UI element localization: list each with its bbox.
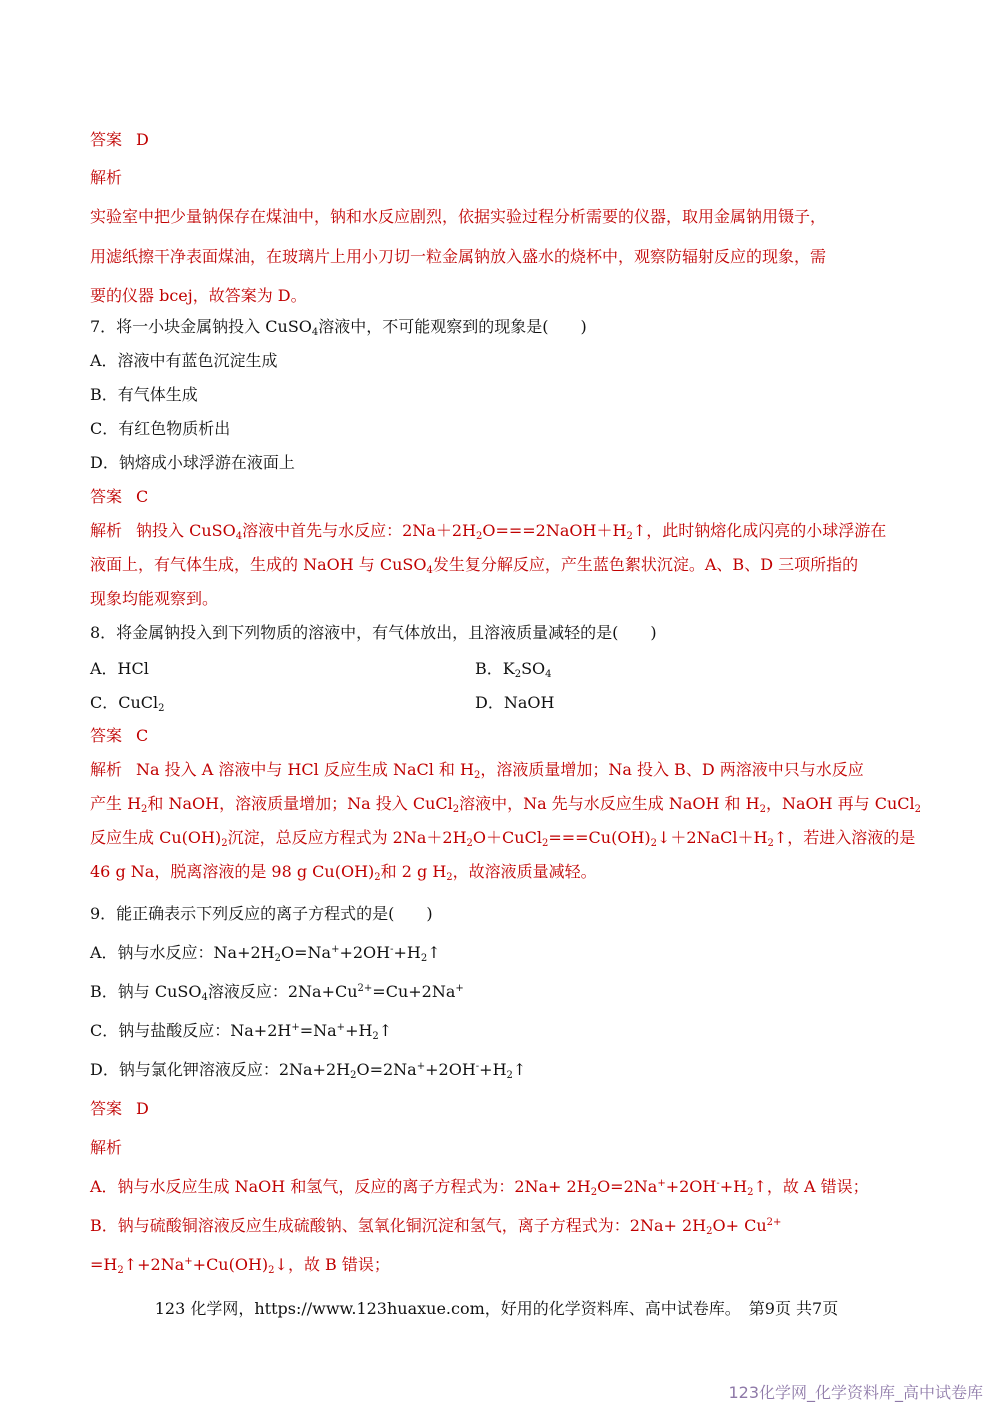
- q9-answer: 答案 D: [90, 1099, 149, 1118]
- q8-option-d: D．NaOH: [475, 693, 555, 712]
- page-footer: [0, 1298, 993, 1320]
- q9-option-c: C．钠与盐酸反应：$Na+2H^+=Na^++H_2↑$: [90, 1021, 393, 1042]
- q8-answer: 答案 C: [90, 726, 149, 745]
- q9-analysis-line: A．钠与水反应生成 NaOH 和氢气，反应的离子方程式为：$2Na+ 2H_2O=2Na^++2OH^-+H_2↑$，故 A 错误；: [90, 1177, 869, 1198]
- q8-options-row: [90, 692, 903, 714]
- q9-stem: 9．能正确表示下列反应的离子方程式的是( ): [90, 904, 433, 923]
- q8-stem: 8．将金属钠投入到下列物质的溶液中，有气体放出，且溶液质量减轻的是( ): [90, 623, 657, 642]
- q8-analysis-line: 解析 Na 投入 A 溶液中与 HCl 反应生成 NaCl 和 $H_2$，溶液质量增加；Na 投入 B、D 两溶液中只与水反应: [90, 760, 864, 781]
- footer-text: 123 化学网，https://www.123huaxue.com，好用的化学资料库、高中试卷库。: [154, 1299, 741, 1318]
- q6-analysis-line: 要的仪器 bcej，故答案为 D。: [90, 286, 307, 305]
- q8-option-b: B．$K_2SO_4$: [475, 659, 552, 680]
- q7-option: A．溶液中有蓝色沉淀生成: [90, 351, 278, 370]
- q6-analysis-label: 解析: [90, 168, 123, 187]
- watermark: 123化学网_化学资料库_高中试卷库: [728, 1383, 983, 1402]
- q8-analysis-line: 产生 $H_2$和 NaOH，溶液质量增加；Na 投入 CuCl$_2$溶液中，Na 先与水反应生成 NaOH 和 $H_2$，NaOH 再与 CuCl$_2$: [90, 794, 922, 815]
- q9-analysis-line: $=H_2↑+2Na^++Cu(OH)_2↓$，故 B 错误；: [90, 1255, 390, 1276]
- q7-option: D．钠熔成小球浮游在液面上: [90, 453, 295, 472]
- q8-analysis-line: 46 g Na，脱离溶液的是 98 g $Cu(OH)_2$和 2 g $H_2$，故溶液质量减轻。: [90, 862, 597, 883]
- q9-analysis-line: B．钠与硫酸铜溶液反应生成硫酸钠、氢氧化铜沉淀和氢气，离子方程式为：$2Na+ 2H_2O+ Cu^{2+}$: [90, 1216, 782, 1237]
- q8-options-row: [90, 658, 903, 680]
- q7-analysis-line: 解析 钠投入 CuSO$_4$溶液中首先与水反应：$2Na+2H_2O===2NaOH+H_2↑$，此时钠熔化成闪亮的小球浮游在: [90, 521, 887, 542]
- q9-option-a: A．钠与水反应：$Na+2H_2O=Na^++2OH^-+H_2↑$: [90, 943, 441, 964]
- q6-answer: 答案 D: [90, 130, 149, 149]
- q7-option: B．有气体生成: [90, 385, 198, 404]
- q7-option: C．有红色物质析出: [90, 419, 231, 438]
- q6-analysis-line: 用滤纸擦干净表面煤油，在玻璃片上用小刀切一粒金属钠放入盛水的烧杯中，观察防辐射反应的现象，需: [90, 247, 827, 266]
- q8-option-a: A．HCl: [90, 659, 149, 678]
- q8-option-c: C．CuCl$_2$: [90, 693, 165, 714]
- q7-answer: 答案 C: [90, 487, 149, 506]
- q9-analysis-label: 解析: [90, 1138, 123, 1157]
- q7-analysis-line: 现象均能观察到。: [90, 589, 219, 608]
- q7-stem: 7．将一小块金属钠投入 CuSO$_4$溶液中，不可能观察到的现象是( ): [90, 317, 587, 338]
- q9-option-b: B．钠与 CuSO$_4$溶液反应：$2Na+Cu^{2+}=Cu+2Na^+$: [90, 982, 464, 1003]
- q6-analysis-line: 实验室中把少量钠保存在煤油中，钠和水反应剧烈，依据实验过程分析需要的仪器，取用金属钠用镊子，: [90, 207, 827, 226]
- q7-analysis-line: 液面上，有气体生成，生成的 NaOH 与 CuSO$_4$发生复分解反应，产生蓝色絮状沉淀。A、B、D 三项所指的: [90, 555, 859, 576]
- q9-option-d: D．钠与氯化钾溶液反应：$2Na+2H_2O=2Na^++2OH^-+H_2↑$: [90, 1060, 527, 1081]
- page-number: 第9页 共7页: [748, 1299, 839, 1318]
- q8-analysis-line: 反应生成 $Cu(OH)_2$沉淀，总反应方程式为 $2Na+2H_2O+CuCl_2===Cu(OH)_2↓+2NaCl+H_2↑$，若进入溶液的是: [90, 828, 916, 849]
